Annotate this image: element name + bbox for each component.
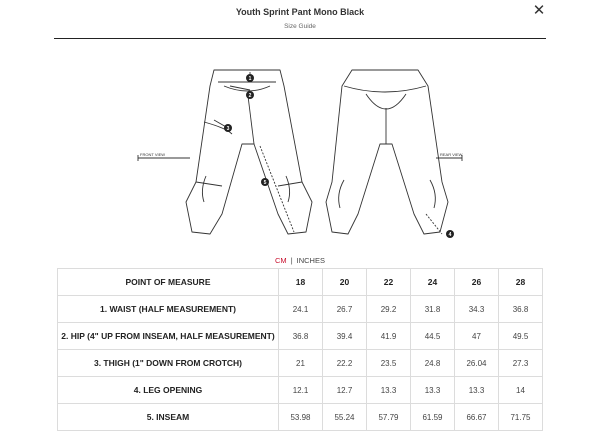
size-header: 26 bbox=[455, 269, 499, 296]
size-table bbox=[57, 268, 543, 431]
table-cell: 39.4 bbox=[323, 323, 367, 350]
table-cell: 14 bbox=[499, 377, 543, 404]
table-row bbox=[58, 350, 543, 377]
table-cell: 66.67 bbox=[455, 404, 499, 431]
size-header: 18 bbox=[279, 269, 323, 296]
table-cell: 13.3 bbox=[411, 377, 455, 404]
size-header: 24 bbox=[411, 269, 455, 296]
measure-label: 2. HIP (4" UP FROM INSEAM, HALF MEASUREMENT) bbox=[58, 323, 279, 350]
table-cell: 23.5 bbox=[367, 350, 411, 377]
table-cell: 26.04 bbox=[455, 350, 499, 377]
table-cell: 12.1 bbox=[279, 377, 323, 404]
measure-label: 3. THIGH (1" DOWN FROM CROTCH) bbox=[58, 350, 279, 377]
table-cell: 24.1 bbox=[279, 296, 323, 323]
table-cell: 34.3 bbox=[455, 296, 499, 323]
pant-diagram bbox=[130, 64, 470, 248]
point-of-measure-header: POINT OF MEASURE bbox=[58, 269, 279, 296]
table-cell: 49.5 bbox=[499, 323, 543, 350]
marker-3: 3 bbox=[226, 126, 230, 132]
marker-4: 4 bbox=[448, 232, 452, 238]
table-cell: 21 bbox=[279, 350, 323, 377]
table-cell: 47 bbox=[455, 323, 499, 350]
table-cell: 36.8 bbox=[499, 296, 543, 323]
measure-label: 4. LEG OPENING bbox=[58, 377, 279, 404]
page-subtitle: Size Guide bbox=[284, 23, 316, 30]
table-cell: 13.3 bbox=[367, 377, 411, 404]
table-cell: 31.8 bbox=[411, 296, 455, 323]
table-cell: 55.24 bbox=[323, 404, 367, 431]
table-row bbox=[58, 323, 543, 350]
close-icon[interactable]: ✕ bbox=[532, 2, 546, 19]
table-cell: 57.79 bbox=[367, 404, 411, 431]
table-cell: 12.7 bbox=[323, 377, 367, 404]
table-cell: 41.9 bbox=[367, 323, 411, 350]
table-cell: 61.59 bbox=[411, 404, 455, 431]
size-header: 28 bbox=[499, 269, 543, 296]
measure-label: 5. INSEAM bbox=[58, 404, 279, 431]
table-cell: 27.3 bbox=[499, 350, 543, 377]
rear-pant-drawing bbox=[326, 70, 448, 234]
rear-view-label: REAR VIEW bbox=[440, 152, 463, 157]
table-cell: 24.8 bbox=[411, 350, 455, 377]
front-view-label: FRONT VIEW bbox=[140, 152, 166, 157]
marker-1: 1 bbox=[248, 76, 252, 82]
unit-separator: | bbox=[290, 256, 293, 265]
table-row bbox=[58, 296, 543, 323]
table-cell: 44.5 bbox=[411, 323, 455, 350]
page-title: Youth Sprint Pant Mono Black bbox=[235, 7, 365, 17]
unit-cm-option[interactable]: CM bbox=[275, 256, 287, 265]
table-cell: 71.75 bbox=[499, 404, 543, 431]
table-cell: 29.2 bbox=[367, 296, 411, 323]
marker-2: 2 bbox=[248, 93, 252, 99]
size-header: 20 bbox=[323, 269, 367, 296]
size-table-header-row bbox=[58, 269, 543, 296]
table-cell: 36.8 bbox=[279, 323, 323, 350]
measure-label: 1. WAIST (HALF MEASUREMENT) bbox=[58, 296, 279, 323]
unit-inches-option[interactable]: INCHES bbox=[296, 256, 325, 265]
table-cell: 53.98 bbox=[279, 404, 323, 431]
table-row bbox=[58, 404, 543, 431]
table-row bbox=[58, 377, 543, 404]
size-header: 22 bbox=[367, 269, 411, 296]
marker-5: 5 bbox=[263, 180, 267, 186]
table-cell: 26.7 bbox=[323, 296, 367, 323]
header-divider bbox=[54, 38, 546, 39]
table-cell: 22.2 bbox=[323, 350, 367, 377]
table-cell: 13.3 bbox=[455, 377, 499, 404]
unit-toggle bbox=[0, 256, 600, 265]
